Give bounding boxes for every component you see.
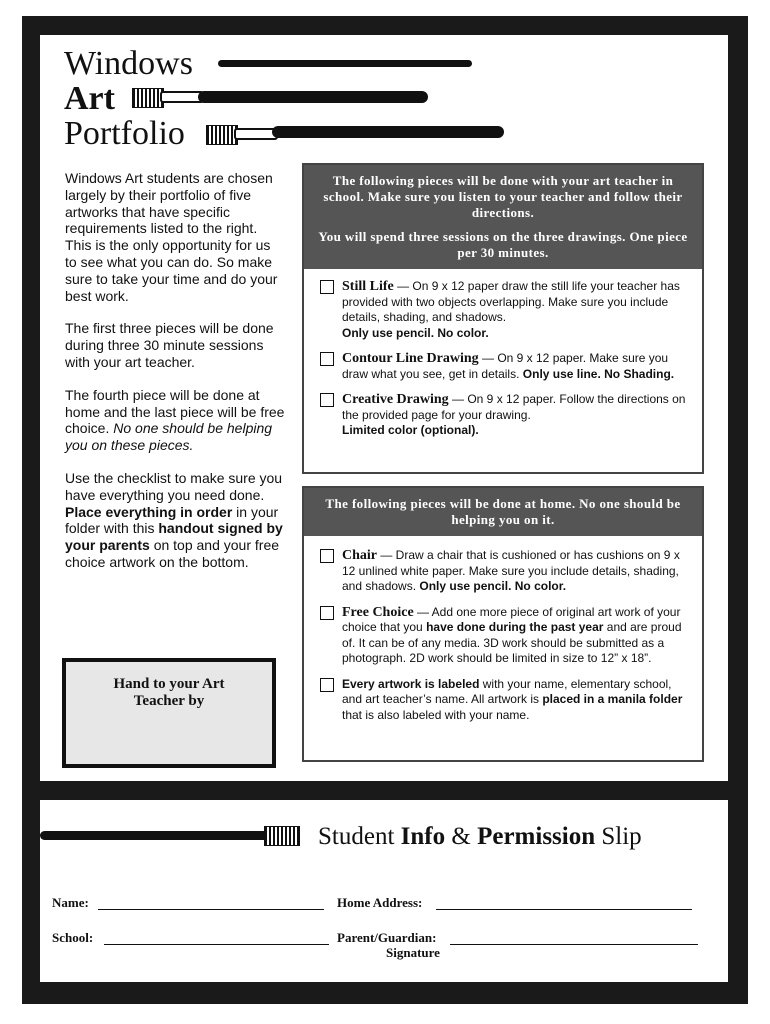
- item-text: — Draw a chair that is cushioned or has cushions on 9 x 12 unlined white paper. Make sure you include details, shading, and shadows.: [342, 548, 680, 593]
- name-label: Name:: [52, 895, 89, 910]
- school-label: School:: [52, 930, 94, 945]
- intro-emphasis: Place everything in order: [65, 503, 233, 520]
- school-field[interactable]: [104, 944, 329, 945]
- intro-text-span: Use the checklist to make sure you have everything you need done.: [65, 469, 283, 503]
- slip-title: [318, 823, 642, 851]
- intro-text-span: The fourth piece will be done at home and the last piece will be free choice.: [65, 386, 285, 437]
- checklist-item-free-choice: [304, 605, 702, 667]
- brush-stroke-1: [218, 60, 472, 67]
- item-text: — On 9 x 12 paper. Make sure you draw what you see, get in details.: [342, 351, 669, 381]
- checklist-item-labeled: [304, 677, 702, 724]
- item-requirement: Only use line. No Shading.: [522, 366, 675, 381]
- item-title: Creative Drawing: [342, 392, 449, 407]
- intro-text-span: on top and your free choice artwork on the bottom.: [65, 537, 280, 570]
- item-text: — Add one more piece of original art work of your choice that you: [342, 604, 681, 634]
- home-pieces-box: [302, 486, 704, 762]
- name-field[interactable]: [98, 909, 324, 910]
- brush-stroke-slip: [40, 831, 268, 840]
- checklist-item-contour-line: [304, 351, 702, 382]
- brush-stroke-3: [272, 126, 504, 138]
- intro-paragraph: [65, 470, 285, 571]
- slip-title-part: Info: [400, 823, 446, 850]
- item-text: and are proud of. It can be of any media. 3D work should be submitted as a photograph. 2D work should be limited in size to 12” x 18”.: [342, 620, 682, 665]
- slip-title-part: &: [445, 823, 478, 850]
- school-pieces-box: [302, 163, 704, 474]
- hand-in-label: [66, 676, 272, 710]
- item-text: — On 9 x 12 paper. Follow the directions on the provided page for your drawing.: [342, 392, 686, 422]
- paintbrush-icon: [264, 826, 300, 846]
- checkbox[interactable]: [320, 606, 334, 620]
- checkbox[interactable]: [320, 280, 334, 294]
- intro-paragraph: [65, 387, 285, 454]
- intro-paragraph: Windows Art students are chosen largely by their portfolio of five artworks that have specific requirements listed to the right. This is the only opportunity for us to see what you can do. So make sure to take your time and do your best work.: [65, 170, 278, 304]
- intro-emphasis: No one should be helping you on these pieces.: [65, 420, 273, 454]
- hand-in-line: Teacher by: [133, 693, 205, 709]
- home-box-header: [304, 488, 702, 536]
- title-line-windows: Windows: [64, 45, 193, 82]
- home-address-label: Home Address:: [337, 895, 423, 910]
- item-title: Chair: [342, 548, 377, 563]
- school-box-header: [304, 165, 702, 269]
- item-title: Free Choice: [342, 604, 414, 620]
- hand-in-line: Hand to your Art: [113, 676, 225, 692]
- item-requirement: Only use pencil. No color.: [419, 579, 567, 593]
- home-address-field[interactable]: [436, 909, 692, 910]
- parent-guardian-label: Parent/Guardian:: [337, 930, 437, 945]
- checklist-item-chair: [304, 548, 702, 595]
- slip-title-part: Permission: [477, 823, 596, 850]
- checkbox[interactable]: [320, 352, 334, 366]
- slip-title-part: Slip: [595, 823, 642, 850]
- hand-in-date-box: [62, 658, 276, 768]
- intro-emphasis: handout signed by your parents: [65, 520, 283, 554]
- item-requirement: have done during the past year: [426, 620, 604, 634]
- school-box-heading: The following pieces will be done with your art teacher in school. Make sure you listen to your teacher and follow their directions.: [323, 173, 683, 220]
- item-text: — On 9 x 12 paper draw the still life your teacher has provided with two objects overlapping. Make sure you include details, shading, and shadows.: [342, 279, 680, 324]
- intro-text: [65, 170, 285, 587]
- school-box-subheading: You will spend three sessions on the three drawings. One piece per 30 minutes.: [318, 229, 688, 260]
- checkbox[interactable]: [320, 549, 334, 563]
- item-requirement: placed in a manila folder: [542, 692, 683, 706]
- item-title: Contour Line Drawing: [342, 351, 479, 366]
- title-line-portfolio: Portfolio: [64, 115, 185, 152]
- item-text: with your name, elementary school, and art teacher’s name. All artwork is: [342, 676, 672, 706]
- item-requirement: Limited color (optional).: [342, 423, 479, 437]
- checkbox[interactable]: [320, 393, 334, 407]
- checkbox[interactable]: [320, 678, 334, 692]
- item-title: Still Life: [342, 279, 394, 294]
- item-requirement: Only use pencil. No color.: [342, 325, 489, 340]
- intro-text-span: in your folder with this: [65, 503, 279, 537]
- item-requirement: Every artwork is labeled: [342, 676, 480, 691]
- checklist-item-still-life: [304, 279, 702, 341]
- intro-paragraph: The first three pieces will be done during three 30 minute sessions with your art teacher.: [65, 320, 274, 370]
- slip-title-part: Student: [318, 823, 401, 850]
- item-text: that is also labeled with your name.: [342, 707, 530, 722]
- parent-signature-field[interactable]: [450, 944, 698, 945]
- home-box-heading: The following pieces will be done at home. No one should be helping you on it.: [325, 496, 681, 527]
- title-line-art: Art: [64, 80, 115, 117]
- brush-stroke-2: [198, 91, 428, 103]
- checklist-item-creative-drawing: [304, 392, 702, 439]
- signature-label: Signature: [386, 945, 440, 960]
